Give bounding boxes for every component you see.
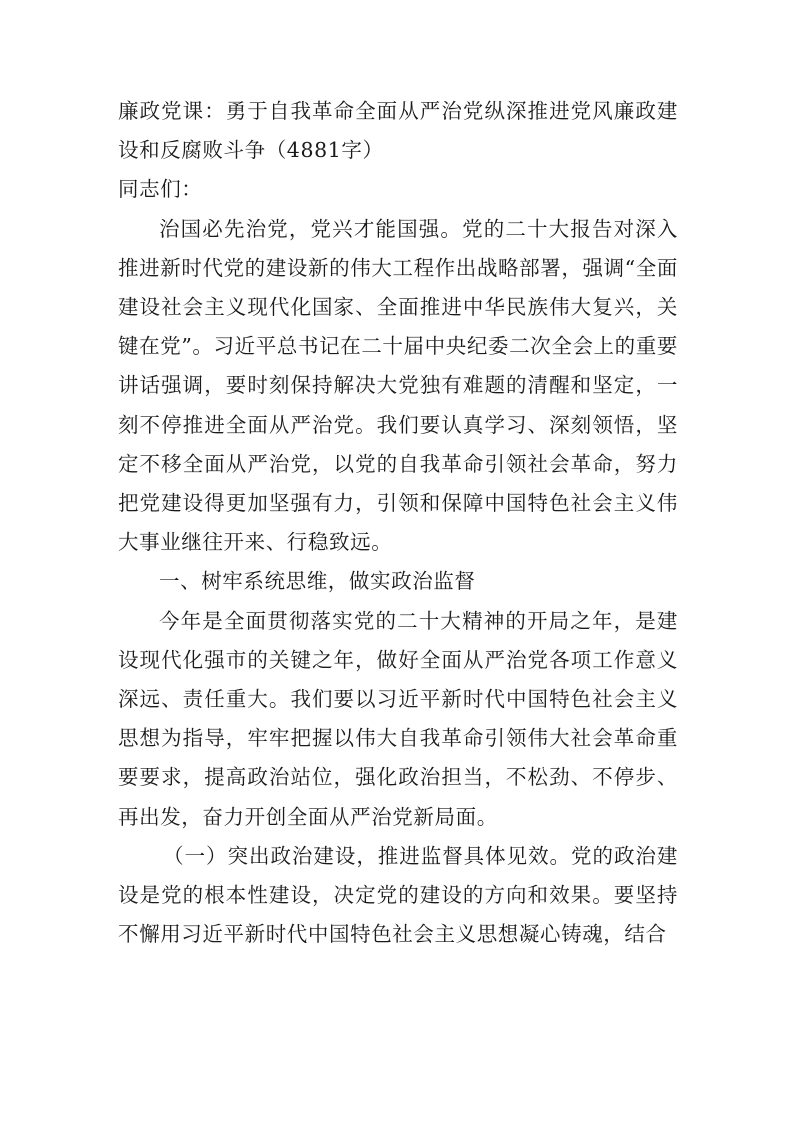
- subsection-1: （一）突出政治建设，推进监督具体见效。党的政治建设是党的根本性建设，决定党的建设的方向和效果。要坚持不懈用习近平新时代中国特色社会主义思想凝心铸魂，结合: [118, 843, 678, 947]
- document-title: 廉政党课：勇于自我革命全面从严治党纵深推进党风廉政建设和反腐败斗争（4881字）: [118, 99, 678, 163]
- salutation: 同志们：: [118, 177, 203, 202]
- document-body: [118, 92, 678, 954]
- paragraph-intro: 治国必先治党，党兴才能国强。党的二十大报告对深入推进新时代党的建设新的伟大工程作出战略部署，强调“全面建设社会主义现代化国家、全面推进中华民族伟大复兴，关键在党”。习近平总书记在二十届中央纪委二次全会上的重要讲话强调，要时刻保持解决大党独有难题的清醒和坚定，一刻不停推进全面从严治党。我们要认真学习、深刻领悟，坚定不移全面从严治党，以党的自我革命引领社会革命，努力把党建设得更加坚强有力，引领和保障中国特色社会主义伟大事业继往开来、行稳致远。: [118, 216, 678, 555]
- section-heading-1: 一、树牢系统思维，做实政治监督: [159, 569, 476, 594]
- paragraph-section-1: 今年是全面贯彻落实党的二十大精神的开局之年，是建设现代化强市的关键之年，做好全面从严治党各项工作意义深远、责任重大。我们要以习近平新时代中国特色社会主义思想为指导，牢牢把握以伟大自我革命引领伟大社会革命重要要求，提高政治站位，强化政治担当，不松劲、不停步、再出发，奋力开创全面从严治党新局面。: [118, 608, 678, 829]
